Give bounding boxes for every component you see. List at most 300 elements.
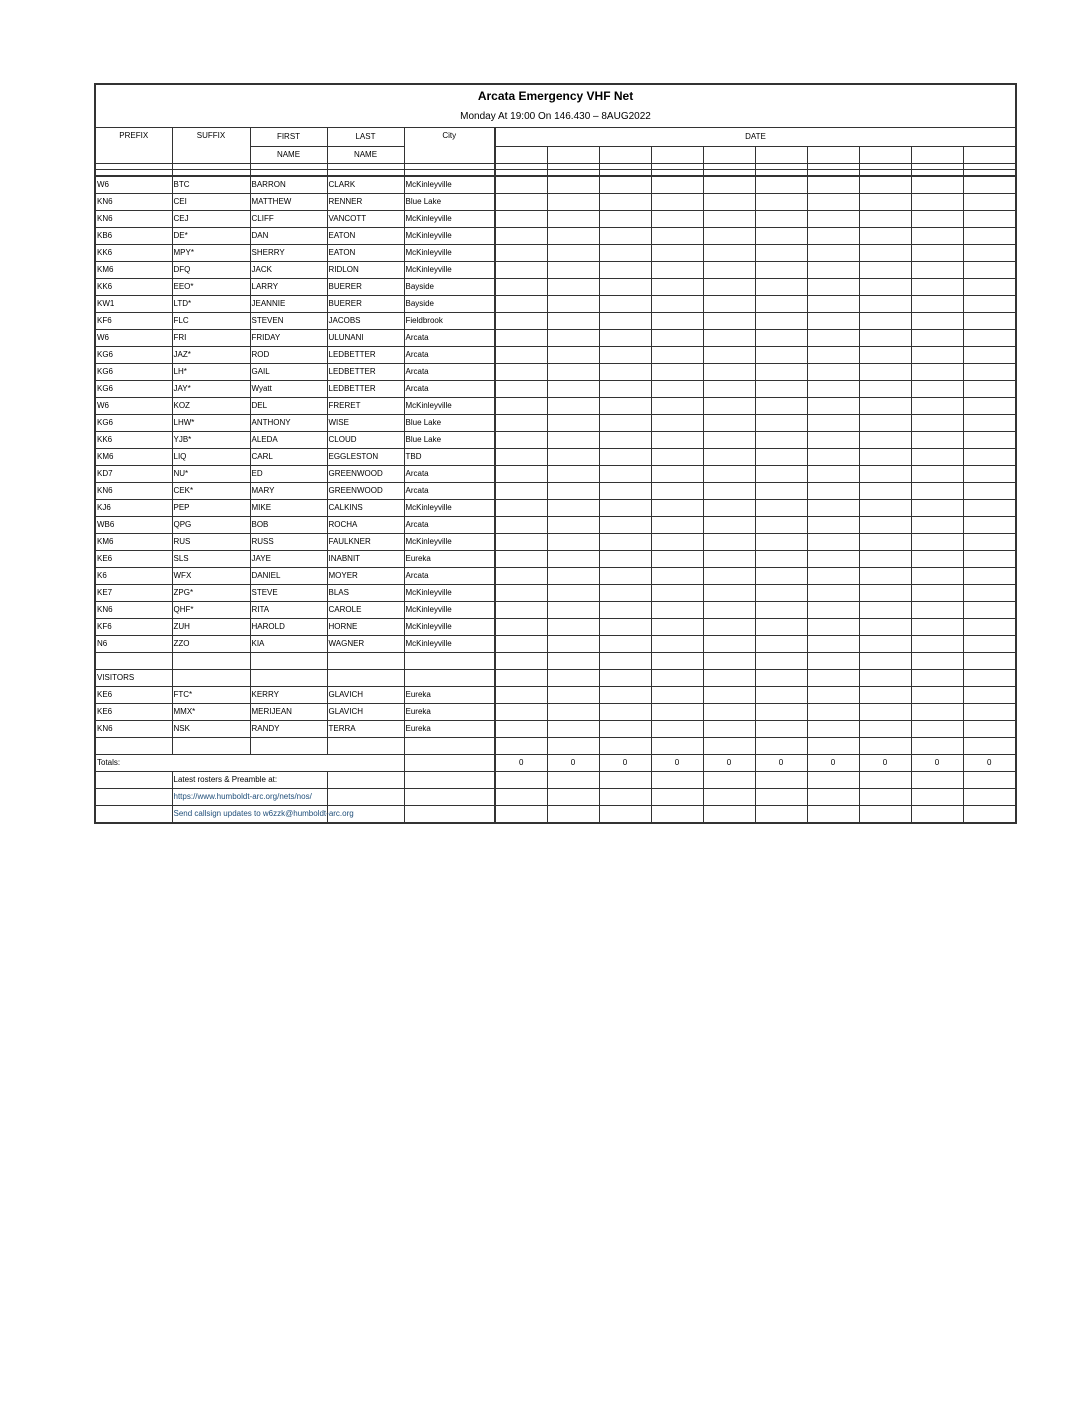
member-row-date-cell[interactable] <box>807 517 859 534</box>
member-row-date-cell[interactable] <box>547 398 599 415</box>
member-row-date-cell[interactable] <box>547 636 599 653</box>
member-row-date-cell[interactable] <box>963 483 1016 500</box>
member-row-date-cell[interactable] <box>755 466 807 483</box>
member-row-date-cell[interactable] <box>807 262 859 279</box>
blank-row-date-cell[interactable] <box>911 738 963 755</box>
member-row-date-cell[interactable] <box>599 568 651 585</box>
member-row-date-cell[interactable] <box>755 432 807 449</box>
member-row-date-cell[interactable] <box>651 483 703 500</box>
member-row-date-cell[interactable] <box>859 483 911 500</box>
visitor-row-date-cell[interactable] <box>495 704 547 721</box>
member-row-date-cell[interactable] <box>599 585 651 602</box>
member-row-date-cell[interactable] <box>703 534 755 551</box>
member-row-date-cell[interactable] <box>703 313 755 330</box>
visitor-row-date-cell[interactable] <box>703 704 755 721</box>
member-row-date-cell[interactable] <box>807 568 859 585</box>
member-row-date-cell[interactable] <box>859 245 911 262</box>
member-row-date-cell[interactable] <box>755 245 807 262</box>
member-row-date-cell[interactable] <box>911 262 963 279</box>
member-row-date-cell[interactable] <box>599 602 651 619</box>
member-row-date-cell[interactable] <box>963 432 1016 449</box>
member-row-date-cell[interactable] <box>807 432 859 449</box>
callsign-updates-link[interactable]: Send callsign updates to w6zzk@humboldt-arc.org <box>172 806 327 824</box>
member-row-date-cell[interactable] <box>755 347 807 364</box>
member-row-date-cell[interactable] <box>755 381 807 398</box>
member-row-date-cell[interactable] <box>963 602 1016 619</box>
footer-row-date-cell[interactable] <box>911 789 963 806</box>
member-row-date-cell[interactable] <box>547 313 599 330</box>
member-row-date-cell[interactable] <box>911 364 963 381</box>
member-row-date-cell[interactable] <box>859 330 911 347</box>
member-row-date-cell[interactable] <box>651 262 703 279</box>
member-row-date-cell[interactable] <box>911 398 963 415</box>
roster-link[interactable]: https://www.humboldt-arc.org/nets/nos/ <box>172 789 327 806</box>
visitor-row-date-cell[interactable] <box>703 721 755 738</box>
member-row-date-cell[interactable] <box>547 228 599 245</box>
member-row-date-cell[interactable] <box>911 517 963 534</box>
member-row-date-cell[interactable] <box>859 602 911 619</box>
member-row-date-cell[interactable] <box>755 619 807 636</box>
member-row-date-cell[interactable] <box>599 347 651 364</box>
member-row-date-cell[interactable] <box>963 330 1016 347</box>
member-row-date-cell[interactable] <box>755 636 807 653</box>
member-row-date-cell[interactable] <box>807 466 859 483</box>
member-row-date-cell[interactable] <box>755 585 807 602</box>
member-row-date-cell[interactable] <box>963 347 1016 364</box>
member-row-date-cell[interactable] <box>599 364 651 381</box>
footer-row-date-cell[interactable] <box>651 806 703 824</box>
member-row-date-cell[interactable] <box>755 176 807 194</box>
member-row-date-cell[interactable] <box>859 262 911 279</box>
member-row-date-cell[interactable] <box>807 364 859 381</box>
member-row-date-cell[interactable] <box>963 517 1016 534</box>
member-row-date-cell[interactable] <box>963 619 1016 636</box>
member-row-date-cell[interactable] <box>495 449 547 466</box>
member-row-date-cell[interactable] <box>755 228 807 245</box>
member-row-date-cell[interactable] <box>547 517 599 534</box>
member-row-date-cell[interactable] <box>807 381 859 398</box>
member-row-date-cell[interactable] <box>963 194 1016 211</box>
blank-row-date-cell[interactable] <box>807 653 859 670</box>
member-row-date-cell[interactable] <box>859 585 911 602</box>
member-row-date-cell[interactable] <box>859 296 911 313</box>
blank-row-date-cell[interactable] <box>807 670 859 687</box>
member-row-date-cell[interactable] <box>911 449 963 466</box>
visitor-row-date-cell[interactable] <box>963 687 1016 704</box>
member-row-date-cell[interactable] <box>807 534 859 551</box>
member-row-date-cell[interactable] <box>599 194 651 211</box>
member-row-date-cell[interactable] <box>703 432 755 449</box>
member-row-date-cell[interactable] <box>703 619 755 636</box>
member-row-date-cell[interactable] <box>703 347 755 364</box>
member-row-date-cell[interactable] <box>599 636 651 653</box>
member-row-date-cell[interactable] <box>495 347 547 364</box>
member-row-date-cell[interactable] <box>651 330 703 347</box>
member-row-date-cell[interactable] <box>807 194 859 211</box>
blank-row-date-cell[interactable] <box>911 670 963 687</box>
member-row-date-cell[interactable] <box>547 568 599 585</box>
member-row-date-cell[interactable] <box>755 313 807 330</box>
member-row-date-cell[interactable] <box>651 347 703 364</box>
member-row-date-cell[interactable] <box>547 330 599 347</box>
member-row-date-cell[interactable] <box>547 245 599 262</box>
member-row-date-cell[interactable] <box>911 194 963 211</box>
member-row-date-cell[interactable] <box>599 381 651 398</box>
member-row-date-cell[interactable] <box>859 313 911 330</box>
visitor-row-date-cell[interactable] <box>703 687 755 704</box>
member-row-date-cell[interactable] <box>911 347 963 364</box>
member-row-date-cell[interactable] <box>495 483 547 500</box>
member-row-date-cell[interactable] <box>651 398 703 415</box>
member-row-date-cell[interactable] <box>547 381 599 398</box>
member-row-date-cell[interactable] <box>807 245 859 262</box>
blank-row-date-cell[interactable] <box>807 738 859 755</box>
member-row-date-cell[interactable] <box>911 313 963 330</box>
footer-row-date-cell[interactable] <box>547 806 599 824</box>
footer-row-date-cell[interactable] <box>963 806 1016 824</box>
visitor-row-date-cell[interactable] <box>599 721 651 738</box>
member-row-date-cell[interactable] <box>859 432 911 449</box>
member-row-date-cell[interactable] <box>807 602 859 619</box>
member-row-date-cell[interactable] <box>599 296 651 313</box>
member-row-date-cell[interactable] <box>599 517 651 534</box>
visitor-row-date-cell[interactable] <box>807 721 859 738</box>
footer-row-date-cell[interactable] <box>599 789 651 806</box>
member-row-date-cell[interactable] <box>703 330 755 347</box>
member-row-date-cell[interactable] <box>495 517 547 534</box>
member-row-date-cell[interactable] <box>599 279 651 296</box>
member-row-date-cell[interactable] <box>651 636 703 653</box>
member-row-date-cell[interactable] <box>859 176 911 194</box>
visitor-row-date-cell[interactable] <box>911 687 963 704</box>
visitor-row-date-cell[interactable] <box>859 721 911 738</box>
visitor-row-date-cell[interactable] <box>859 687 911 704</box>
member-row-date-cell[interactable] <box>911 432 963 449</box>
member-row-date-cell[interactable] <box>599 313 651 330</box>
member-row-date-cell[interactable] <box>807 330 859 347</box>
member-row-date-cell[interactable] <box>599 415 651 432</box>
member-row-date-cell[interactable] <box>651 194 703 211</box>
member-row-date-cell[interactable] <box>651 313 703 330</box>
footer-row-date-cell[interactable] <box>963 772 1016 789</box>
footer-row-date-cell[interactable] <box>911 806 963 824</box>
member-row-date-cell[interactable] <box>963 449 1016 466</box>
member-row-date-cell[interactable] <box>859 466 911 483</box>
member-row-date-cell[interactable] <box>703 483 755 500</box>
visitor-row-date-cell[interactable] <box>651 687 703 704</box>
member-row-date-cell[interactable] <box>963 415 1016 432</box>
blank-row-date-cell[interactable] <box>651 670 703 687</box>
blank-row-date-cell[interactable] <box>495 653 547 670</box>
member-row-date-cell[interactable] <box>755 551 807 568</box>
member-row-date-cell[interactable] <box>911 279 963 296</box>
blank-row-date-cell[interactable] <box>547 670 599 687</box>
member-row-date-cell[interactable] <box>547 534 599 551</box>
member-row-date-cell[interactable] <box>495 585 547 602</box>
blank-row-date-cell[interactable] <box>859 738 911 755</box>
blank-row-date-cell[interactable] <box>859 653 911 670</box>
blank-row-date-cell[interactable] <box>755 670 807 687</box>
member-row-date-cell[interactable] <box>547 364 599 381</box>
member-row-date-cell[interactable] <box>599 211 651 228</box>
member-row-date-cell[interactable] <box>547 176 599 194</box>
member-row-date-cell[interactable] <box>755 483 807 500</box>
member-row-date-cell[interactable] <box>599 228 651 245</box>
member-row-date-cell[interactable] <box>651 534 703 551</box>
member-row-date-cell[interactable] <box>859 279 911 296</box>
visitor-row-date-cell[interactable] <box>495 687 547 704</box>
member-row-date-cell[interactable] <box>911 245 963 262</box>
footer-row-date-cell[interactable] <box>859 806 911 824</box>
member-row-date-cell[interactable] <box>651 466 703 483</box>
member-row-date-cell[interactable] <box>963 398 1016 415</box>
member-row-date-cell[interactable] <box>547 449 599 466</box>
member-row-date-cell[interactable] <box>963 466 1016 483</box>
member-row-date-cell[interactable] <box>755 517 807 534</box>
member-row-date-cell[interactable] <box>495 279 547 296</box>
blank-row-date-cell[interactable] <box>651 653 703 670</box>
blank-row-date-cell[interactable] <box>963 653 1016 670</box>
member-row-date-cell[interactable] <box>599 534 651 551</box>
member-row-date-cell[interactable] <box>911 636 963 653</box>
footer-row-date-cell[interactable] <box>963 789 1016 806</box>
member-row-date-cell[interactable] <box>859 194 911 211</box>
member-row-date-cell[interactable] <box>599 619 651 636</box>
member-row-date-cell[interactable] <box>963 176 1016 194</box>
member-row-date-cell[interactable] <box>859 398 911 415</box>
member-row-date-cell[interactable] <box>911 330 963 347</box>
member-row-date-cell[interactable] <box>963 211 1016 228</box>
visitor-row-date-cell[interactable] <box>807 704 859 721</box>
member-row-date-cell[interactable] <box>963 313 1016 330</box>
member-row-date-cell[interactable] <box>495 636 547 653</box>
member-row-date-cell[interactable] <box>651 517 703 534</box>
member-row-date-cell[interactable] <box>703 296 755 313</box>
member-row-date-cell[interactable] <box>547 432 599 449</box>
blank-row-date-cell[interactable] <box>859 670 911 687</box>
member-row-date-cell[interactable] <box>599 551 651 568</box>
member-row-date-cell[interactable] <box>963 585 1016 602</box>
member-row-date-cell[interactable] <box>599 330 651 347</box>
member-row-date-cell[interactable] <box>911 483 963 500</box>
member-row-date-cell[interactable] <box>495 432 547 449</box>
member-row-date-cell[interactable] <box>651 228 703 245</box>
member-row-date-cell[interactable] <box>859 534 911 551</box>
blank-row-date-cell[interactable] <box>703 653 755 670</box>
member-row-date-cell[interactable] <box>495 245 547 262</box>
member-row-date-cell[interactable] <box>547 347 599 364</box>
footer-row-date-cell[interactable] <box>495 789 547 806</box>
visitor-row-date-cell[interactable] <box>547 704 599 721</box>
footer-row-date-cell[interactable] <box>807 789 859 806</box>
member-row-date-cell[interactable] <box>651 551 703 568</box>
blank-row-date-cell[interactable] <box>495 670 547 687</box>
member-row-date-cell[interactable] <box>911 602 963 619</box>
blank-row-date-cell[interactable] <box>599 738 651 755</box>
member-row-date-cell[interactable] <box>703 568 755 585</box>
member-row-date-cell[interactable] <box>703 364 755 381</box>
footer-row-date-cell[interactable] <box>651 772 703 789</box>
member-row-date-cell[interactable] <box>495 602 547 619</box>
member-row-date-cell[interactable] <box>963 262 1016 279</box>
member-row-date-cell[interactable] <box>599 398 651 415</box>
member-row-date-cell[interactable] <box>703 517 755 534</box>
visitor-row-date-cell[interactable] <box>963 721 1016 738</box>
blank-row-date-cell[interactable] <box>755 653 807 670</box>
member-row-date-cell[interactable] <box>495 194 547 211</box>
member-row-date-cell[interactable] <box>807 279 859 296</box>
member-row-date-cell[interactable] <box>859 636 911 653</box>
blank-row-date-cell[interactable] <box>651 738 703 755</box>
member-row-date-cell[interactable] <box>495 551 547 568</box>
member-row-date-cell[interactable] <box>547 551 599 568</box>
member-row-date-cell[interactable] <box>755 534 807 551</box>
member-row-date-cell[interactable] <box>495 313 547 330</box>
member-row-date-cell[interactable] <box>859 568 911 585</box>
member-row-date-cell[interactable] <box>495 466 547 483</box>
visitor-row-date-cell[interactable] <box>547 687 599 704</box>
member-row-date-cell[interactable] <box>703 262 755 279</box>
member-row-date-cell[interactable] <box>703 398 755 415</box>
footer-row-date-cell[interactable] <box>807 772 859 789</box>
member-row-date-cell[interactable] <box>651 568 703 585</box>
member-row-date-cell[interactable] <box>547 194 599 211</box>
member-row-date-cell[interactable] <box>547 296 599 313</box>
visitor-row-date-cell[interactable] <box>599 704 651 721</box>
visitor-row-date-cell[interactable] <box>963 704 1016 721</box>
member-row-date-cell[interactable] <box>599 262 651 279</box>
member-row-date-cell[interactable] <box>599 176 651 194</box>
member-row-date-cell[interactable] <box>755 602 807 619</box>
member-row-date-cell[interactable] <box>651 449 703 466</box>
member-row-date-cell[interactable] <box>703 279 755 296</box>
member-row-date-cell[interactable] <box>807 398 859 415</box>
member-row-date-cell[interactable] <box>807 415 859 432</box>
member-row-date-cell[interactable] <box>911 466 963 483</box>
member-row-date-cell[interactable] <box>599 432 651 449</box>
member-row-date-cell[interactable] <box>859 415 911 432</box>
footer-row-date-cell[interactable] <box>859 789 911 806</box>
member-row-date-cell[interactable] <box>651 619 703 636</box>
member-row-date-cell[interactable] <box>651 211 703 228</box>
member-row-date-cell[interactable] <box>859 517 911 534</box>
visitor-row-date-cell[interactable] <box>859 704 911 721</box>
member-row-date-cell[interactable] <box>599 483 651 500</box>
member-row-date-cell[interactable] <box>807 347 859 364</box>
member-row-date-cell[interactable] <box>859 551 911 568</box>
member-row-date-cell[interactable] <box>651 176 703 194</box>
blank-row-date-cell[interactable] <box>599 653 651 670</box>
visitor-row-date-cell[interactable] <box>807 687 859 704</box>
member-row-date-cell[interactable] <box>495 398 547 415</box>
member-row-date-cell[interactable] <box>495 176 547 194</box>
member-row-date-cell[interactable] <box>651 432 703 449</box>
visitor-row-date-cell[interactable] <box>755 721 807 738</box>
member-row-date-cell[interactable] <box>703 602 755 619</box>
member-row-date-cell[interactable] <box>651 279 703 296</box>
member-row-date-cell[interactable] <box>859 381 911 398</box>
member-row-date-cell[interactable] <box>807 449 859 466</box>
member-row-date-cell[interactable] <box>963 245 1016 262</box>
member-row-date-cell[interactable] <box>911 534 963 551</box>
member-row-date-cell[interactable] <box>911 176 963 194</box>
member-row-date-cell[interactable] <box>703 245 755 262</box>
member-row-date-cell[interactable] <box>963 279 1016 296</box>
footer-row-date-cell[interactable] <box>495 772 547 789</box>
member-row-date-cell[interactable] <box>651 602 703 619</box>
member-row-date-cell[interactable] <box>807 636 859 653</box>
member-row-date-cell[interactable] <box>547 211 599 228</box>
visitor-row-date-cell[interactable] <box>911 721 963 738</box>
member-row-date-cell[interactable] <box>495 619 547 636</box>
member-row-date-cell[interactable] <box>911 568 963 585</box>
member-row-date-cell[interactable] <box>911 211 963 228</box>
member-row-date-cell[interactable] <box>495 364 547 381</box>
blank-row-date-cell[interactable] <box>755 738 807 755</box>
member-row-date-cell[interactable] <box>495 330 547 347</box>
member-row-date-cell[interactable] <box>651 245 703 262</box>
member-row-date-cell[interactable] <box>495 228 547 245</box>
member-row-date-cell[interactable] <box>807 228 859 245</box>
member-row-date-cell[interactable] <box>599 500 651 517</box>
member-row-date-cell[interactable] <box>963 551 1016 568</box>
member-row-date-cell[interactable] <box>703 176 755 194</box>
member-row-date-cell[interactable] <box>495 381 547 398</box>
member-row-date-cell[interactable] <box>911 585 963 602</box>
member-row-date-cell[interactable] <box>963 364 1016 381</box>
member-row-date-cell[interactable] <box>651 585 703 602</box>
member-row-date-cell[interactable] <box>703 381 755 398</box>
footer-row-date-cell[interactable] <box>547 772 599 789</box>
member-row-date-cell[interactable] <box>703 194 755 211</box>
member-row-date-cell[interactable] <box>495 262 547 279</box>
member-row-date-cell[interactable] <box>547 619 599 636</box>
member-row-date-cell[interactable] <box>911 381 963 398</box>
member-row-date-cell[interactable] <box>703 449 755 466</box>
member-row-date-cell[interactable] <box>703 551 755 568</box>
footer-row-date-cell[interactable] <box>599 772 651 789</box>
footer-row-date-cell[interactable] <box>599 806 651 824</box>
visitor-row-date-cell[interactable] <box>911 704 963 721</box>
member-row-date-cell[interactable] <box>651 500 703 517</box>
member-row-date-cell[interactable] <box>547 415 599 432</box>
member-row-date-cell[interactable] <box>755 279 807 296</box>
member-row-date-cell[interactable] <box>703 466 755 483</box>
member-row-date-cell[interactable] <box>911 500 963 517</box>
footer-row-date-cell[interactable] <box>859 772 911 789</box>
member-row-date-cell[interactable] <box>859 228 911 245</box>
footer-row-date-cell[interactable] <box>911 772 963 789</box>
member-row-date-cell[interactable] <box>755 296 807 313</box>
member-row-date-cell[interactable] <box>859 619 911 636</box>
member-row-date-cell[interactable] <box>651 381 703 398</box>
blank-row-date-cell[interactable] <box>963 670 1016 687</box>
member-row-date-cell[interactable] <box>755 398 807 415</box>
footer-row-date-cell[interactable] <box>651 789 703 806</box>
member-row-date-cell[interactable] <box>859 211 911 228</box>
visitor-row-date-cell[interactable] <box>651 704 703 721</box>
member-row-date-cell[interactable] <box>755 194 807 211</box>
member-row-date-cell[interactable] <box>963 296 1016 313</box>
member-row-date-cell[interactable] <box>807 551 859 568</box>
blank-row-date-cell[interactable] <box>703 670 755 687</box>
member-row-date-cell[interactable] <box>547 500 599 517</box>
member-row-date-cell[interactable] <box>807 211 859 228</box>
member-row-date-cell[interactable] <box>495 415 547 432</box>
member-row-date-cell[interactable] <box>547 466 599 483</box>
member-row-date-cell[interactable] <box>651 364 703 381</box>
member-row-date-cell[interactable] <box>755 449 807 466</box>
